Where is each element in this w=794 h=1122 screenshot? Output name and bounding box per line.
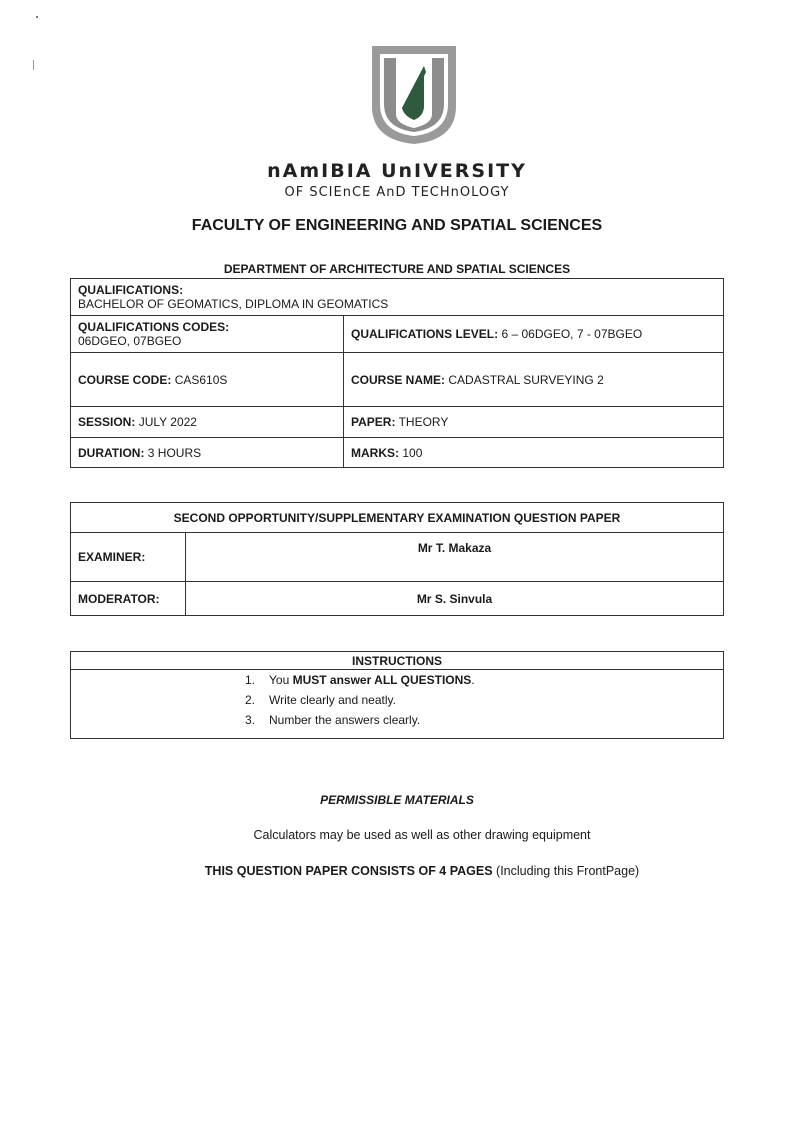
instructions-body [71,670,724,739]
list-item [245,690,723,710]
item-bold-text: MUST answer ALL QUESTIONS [292,673,472,687]
calculators-note: Calculators may be used as well as other drawing equipment [253,828,591,842]
item-number: 3. [245,713,256,727]
scan-speck [33,60,34,70]
examiner-label: EXAMINER: [71,533,186,582]
qualifications-value: BACHELOR OF GEOMATICS, DIPLOMA IN GEOMATICS [78,297,389,311]
university-logo [366,44,462,146]
faculty-title: FACULTY OF ENGINEERING AND SPATIAL SCIENCES [191,217,603,234]
course-name-cell [344,353,724,407]
item-text: Number the answers clearly. [269,713,421,727]
level-cell [344,316,724,353]
level-label: QUALIFICATIONS LEVEL: [351,327,499,341]
marks-cell [344,438,724,468]
codes-label: QUALIFICATIONS CODES: [78,320,230,334]
exam-title: SECOND OPPORTUNITY/SUPPLEMENTARY EXAMINATION QUESTION PAPER [71,503,724,533]
page-count-bold: THIS QUESTION PAPER CONSISTS OF 4 PAGES [204,864,493,878]
course-details-table [70,278,724,468]
page-count-note [0,864,794,878]
qualifications-cell [71,279,724,316]
list-item [245,670,723,690]
session-value: JULY 2022 [138,415,197,429]
course-code-cell [71,353,344,407]
item-number: 2. [245,693,256,707]
item-number: 1. [245,673,256,687]
course-name-label: COURSE NAME: [351,372,446,387]
marks-label: MARKS: [351,445,399,460]
level-value: 6 – 06DGEO, 7 - 07BGEO [501,327,643,341]
instructions-list [71,670,723,730]
university-name: nAmIBIA UnIVERSITY [267,160,527,182]
item-text: . [471,673,475,687]
marks-value: 100 [402,445,423,460]
codes-value: 06DGEO, 07BGEO [78,334,182,348]
duration-cell [71,438,344,468]
duration-value: 3 HOURS [147,445,202,460]
paper-cell [344,407,724,438]
paper-label: PAPER: [351,415,396,429]
page-count-normal: (Including this FrontPage) [492,864,640,878]
examiner-value: Mr T. Makaza [186,533,724,582]
course-code-value: CAS610S [174,372,228,387]
qualifications-label: QUALIFICATIONS: [78,283,184,297]
session-label: SESSION: [78,415,136,429]
session-cell [71,407,344,438]
course-code-label: COURSE CODE: [78,372,172,387]
paper-value: THEORY [398,415,449,429]
department-title: DEPARTMENT OF ARCHITECTURE AND SPATIAL SCIENCES [223,262,571,276]
duration-label: DURATION: [78,445,145,460]
examiners-table [70,502,724,616]
list-item [245,710,723,730]
course-name-value: CADASTRAL SURVEYING 2 [448,372,604,387]
university-subtitle: OF SCIEnCE AnD TECHnOLOGY [284,185,510,200]
item-text: Write clearly and neatly. [269,693,396,707]
item-text: You [269,673,293,687]
moderator-value: Mr S. Sinvula [186,582,724,616]
moderator-label: MODERATOR: [71,582,186,616]
codes-cell [71,316,344,353]
scan-speck [36,16,38,18]
instructions-table [70,651,724,739]
instructions-title: INSTRUCTIONS [71,652,724,670]
permissible-materials-heading: PERMISSIBLE MATERIALS [320,793,474,807]
